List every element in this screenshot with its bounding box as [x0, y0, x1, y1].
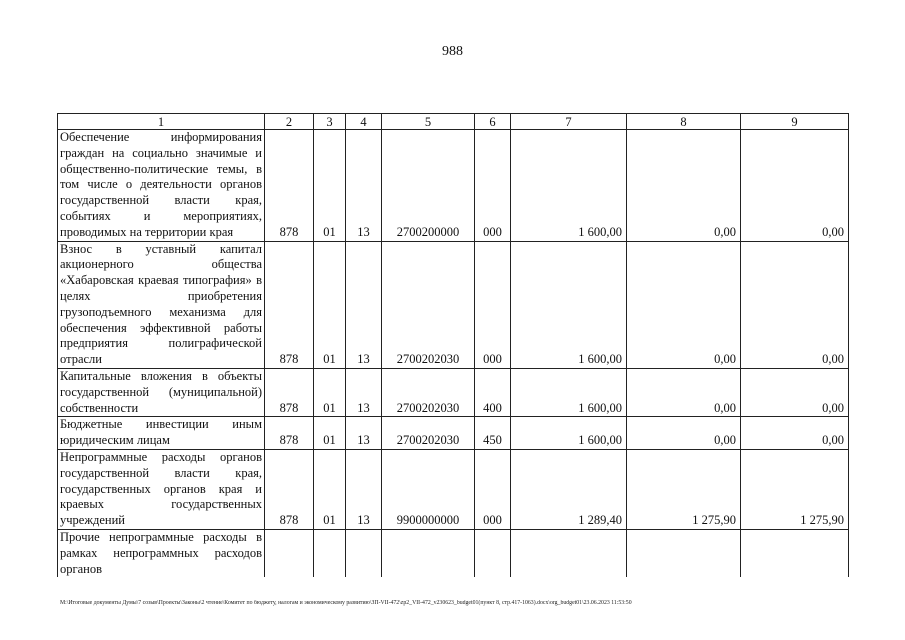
column-header: 3: [314, 114, 346, 130]
table-header-row: [58, 114, 849, 130]
cell-amount-1: [511, 529, 627, 577]
cell-section: [314, 529, 346, 577]
row-name: Непрограммные расходы органов государственной власти края, государственных органов края и краевых государственных учреждений: [58, 449, 265, 529]
cell-target-item: 2700202030: [382, 417, 475, 450]
cell-subsection: 13: [346, 130, 382, 242]
cell-expense-type: 000: [475, 130, 511, 242]
column-header: 6: [475, 114, 511, 130]
cell-amount-2: 0,00: [627, 130, 741, 242]
cell-section: 01: [314, 449, 346, 529]
cell-amount-1: 1 289,40: [511, 449, 627, 529]
table-row: [58, 241, 849, 368]
cell-subsection: 13: [346, 241, 382, 368]
column-header: 1: [58, 114, 265, 130]
column-header: 9: [741, 114, 849, 130]
cell-grbs: 878: [265, 449, 314, 529]
table-row: [58, 417, 849, 450]
row-name: Обеспечение информирования граждан на социально значимые и общественно-политические темы, в том числе о деятельности органов государственной власти края, событиях и мероприятиях, проводимых на территории края: [58, 130, 265, 242]
cell-expense-type: 000: [475, 241, 511, 368]
cell-section: 01: [314, 130, 346, 242]
cell-amount-1: 1 600,00: [511, 368, 627, 416]
cell-target-item: [382, 529, 475, 577]
cell-amount-2: 0,00: [627, 417, 741, 450]
cell-amount-3: [741, 529, 849, 577]
table-row: [58, 529, 849, 577]
cell-amount-2: 0,00: [627, 241, 741, 368]
column-header: 5: [382, 114, 475, 130]
budget-table: [57, 113, 849, 577]
table-row: [58, 130, 849, 242]
cell-subsection: 13: [346, 449, 382, 529]
cell-grbs: 878: [265, 417, 314, 450]
cell-amount-2: [627, 529, 741, 577]
cell-grbs: 878: [265, 368, 314, 416]
cell-amount-3: 0,00: [741, 130, 849, 242]
column-header: 8: [627, 114, 741, 130]
cell-target-item: 2700202030: [382, 241, 475, 368]
cell-subsection: 13: [346, 368, 382, 416]
cell-grbs: 878: [265, 241, 314, 368]
cell-amount-1: 1 600,00: [511, 130, 627, 242]
document-footer-path: M:\Итоговые документы Думы\7 созыв\Проекты\Законы\2 чтение\Комитет по бюджету, налогам и экономическому развитию\ЗП-VII-472\zp2_VII-472_v230623_budget01(пункт 8, стр.417-1063).docx\org_budget01\23.06.2023 11:53:50: [60, 600, 632, 606]
column-header: 4: [346, 114, 382, 130]
cell-section: 01: [314, 368, 346, 416]
cell-expense-type: 400: [475, 368, 511, 416]
column-header: 7: [511, 114, 627, 130]
cell-expense-type: 000: [475, 449, 511, 529]
cell-amount-2: 1 275,90: [627, 449, 741, 529]
cell-section: 01: [314, 241, 346, 368]
cell-subsection: 13: [346, 417, 382, 450]
cell-grbs: 878: [265, 130, 314, 242]
cell-target-item: 2700202030: [382, 368, 475, 416]
cell-amount-3: 1 275,90: [741, 449, 849, 529]
cell-target-item: 9900000000: [382, 449, 475, 529]
row-name: Бюджетные инвестиции иным юридическим лицам: [58, 417, 265, 450]
table-row: [58, 368, 849, 416]
cell-amount-1: 1 600,00: [511, 241, 627, 368]
cell-section: 01: [314, 417, 346, 450]
cell-expense-type: [475, 529, 511, 577]
row-name: Прочие непрограммные расходы в рамках непрограммных расходов органов: [58, 529, 265, 577]
row-name: Капитальные вложения в объекты государственной (муниципальной) собственности: [58, 368, 265, 416]
page-number: 988: [442, 44, 463, 59]
cell-subsection: [346, 529, 382, 577]
cell-expense-type: 450: [475, 417, 511, 450]
column-header: 2: [265, 114, 314, 130]
cell-amount-1: 1 600,00: [511, 417, 627, 450]
cell-amount-3: 0,00: [741, 368, 849, 416]
table-row: [58, 449, 849, 529]
cell-amount-2: 0,00: [627, 368, 741, 416]
cell-grbs: [265, 529, 314, 577]
cell-target-item: 2700200000: [382, 130, 475, 242]
row-name: Взнос в уставный капитал акционерного общества «Хабаровская краевая типография» в целях приобретения грузоподъемного механизма для обеспечения эффективной работы предприятия полиграфической отрасли: [58, 241, 265, 368]
cell-amount-3: 0,00: [741, 241, 849, 368]
cell-amount-3: 0,00: [741, 417, 849, 450]
